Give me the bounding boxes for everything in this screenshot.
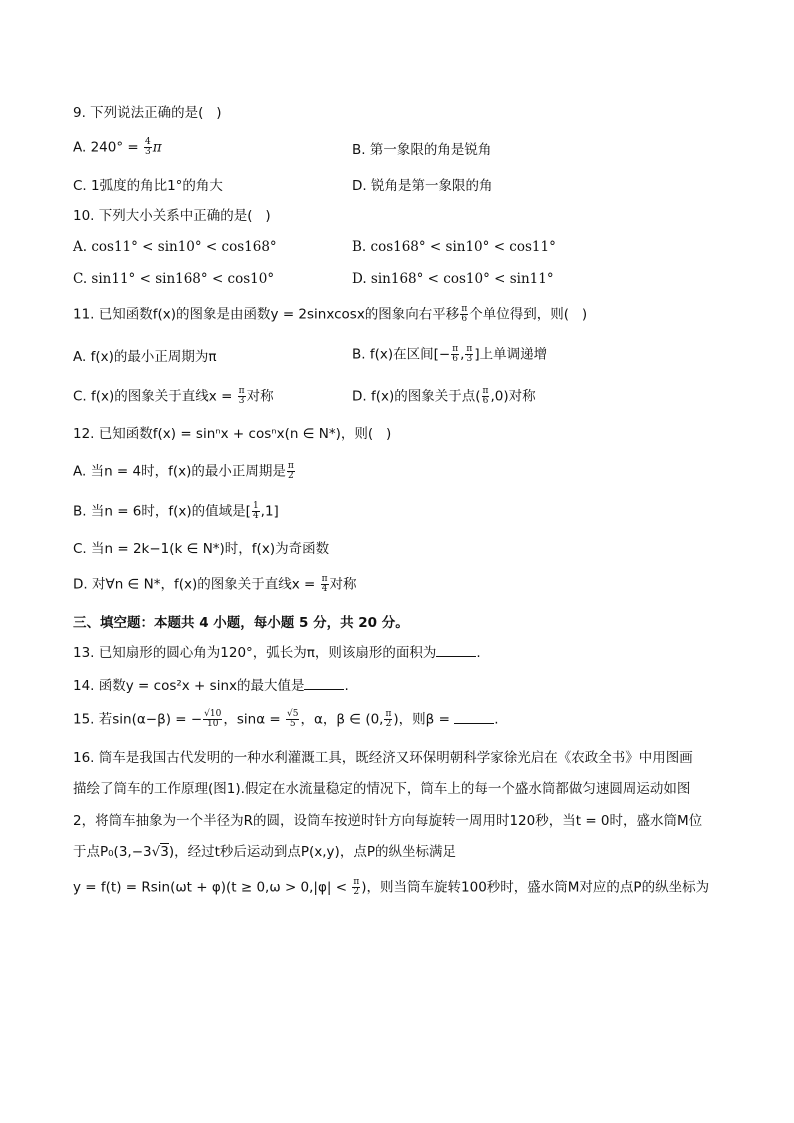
q12-stem: 12. 已知函数f(x) = sinⁿx + cosⁿx(n ∈ N*)，则( ) [73, 426, 392, 442]
q11-option-c: C. f(x)的图象关于直线x = $\frac{\pi}{3}$ 对称 [73, 386, 274, 406]
q16-line-1: 16. 筒车是我国古代发明的一种水利灌溉工具，既经济又环保明朝科学家徐光启在《农政全书》中用图画 [73, 750, 693, 766]
q11-stem: 11. 已知函数f(x)的图象是由函数y = 2sinxcosx的图象向右平移 $\frac{\pi}{6}$ 个单位得到，则( ) [73, 304, 588, 324]
q10-option-d: D. sin168° < cos10° < sin11° [352, 271, 554, 287]
q11-option-d: D. f(x)的图象关于点( $\frac{\pi}{6}$ ,0)对称 [352, 386, 536, 406]
q9-stem: 9. 下列说法正确的是( ) [73, 105, 222, 121]
q12-option-d: D. 对∀n ∈ N*，f(x)的图象关于直线x = $\frac{\pi}{4}$ 对称 [73, 574, 357, 594]
q15-answer-blank[interactable] [454, 711, 494, 724]
q16-line-5: y = f(t) = Rsin(ωt + φ)(t ≥ 0,ω > 0,|φ| < $\frac{\pi}{2}$ )，则当筒车旋转100秒时，盛水筒M对应的点P的纵坐标为 [73, 877, 710, 897]
q15: 15. 若sin(α−β) = − $\frac{√10}{10}$ ，sinα = $\frac{√5}{5}$ ，α，β ∈ (0, $\frac{\pi}{2}$ )，则β = . [73, 709, 499, 729]
section-heading: 三、填空题：本题共 4 小题，每小题 5 分，共 20 分。 [73, 615, 409, 631]
q16-line-2: 描绘了筒车的工作原理(图1).假定在水流量稳定的情况下，筒车上的每一个盛水筒都做匀速圆周运动如图 [73, 781, 691, 797]
q10-option-b: B. cos168° < sin10° < cos11° [352, 239, 556, 255]
q9-option-a: A. 240° = $\frac{4}{3}$ π [73, 137, 162, 157]
q14-answer-blank[interactable] [304, 677, 344, 690]
q12-option-b: B. 当n = 6时，f(x)的值域是[ $\frac{1}{4}$ ,1] [73, 501, 279, 521]
q9-option-b: B. 第一象限的角是锐角 [352, 142, 492, 158]
q16-line-3: 2，将筒车抽象为一个半径为R的圆，设筒车按逆时针方向每旋转一周用时120秒，当t = 0时，盛水筒M位 [73, 813, 703, 829]
q10-stem: 10. 下列大小关系中正确的是( ) [73, 208, 271, 224]
q11-option-a: A. f(x)的最小正周期为π [73, 349, 217, 365]
q12-option-c: C. 当n = 2k−1(k ∈ N*)时，f(x)为奇函数 [73, 541, 330, 557]
q10-option-a: A. cos11° < sin10° < cos168° [73, 239, 277, 255]
q9-option-c: C. 1弧度的角比1°的角大 [73, 178, 223, 194]
q12-option-a: A. 当n = 4时，f(x)的最小正周期是 $\frac{\pi}{2}$ [73, 461, 294, 481]
q10-option-c: C. sin11° < sin168° < cos10° [73, 271, 275, 287]
q11-option-b: B. f(x)在区间[− $\frac{\pi}{6}$ , $\frac{\pi}{3}$ ]上单调递增 [352, 344, 548, 364]
q13-answer-blank[interactable] [436, 644, 476, 657]
q9-option-d: D. 锐角是第一象限的角 [352, 178, 493, 194]
q14: 14. 函数y = cos²x + sinx的最大值是 . [73, 678, 349, 694]
q16-line-4: 于点P₀(3,−3√3)，经过t秒后运动到点P(x,y)，点P的纵坐标满足 [73, 844, 456, 860]
q13: 13. 已知扇形的圆心角为120°，弧长为π，则该扇形的面积为 . [73, 645, 481, 661]
